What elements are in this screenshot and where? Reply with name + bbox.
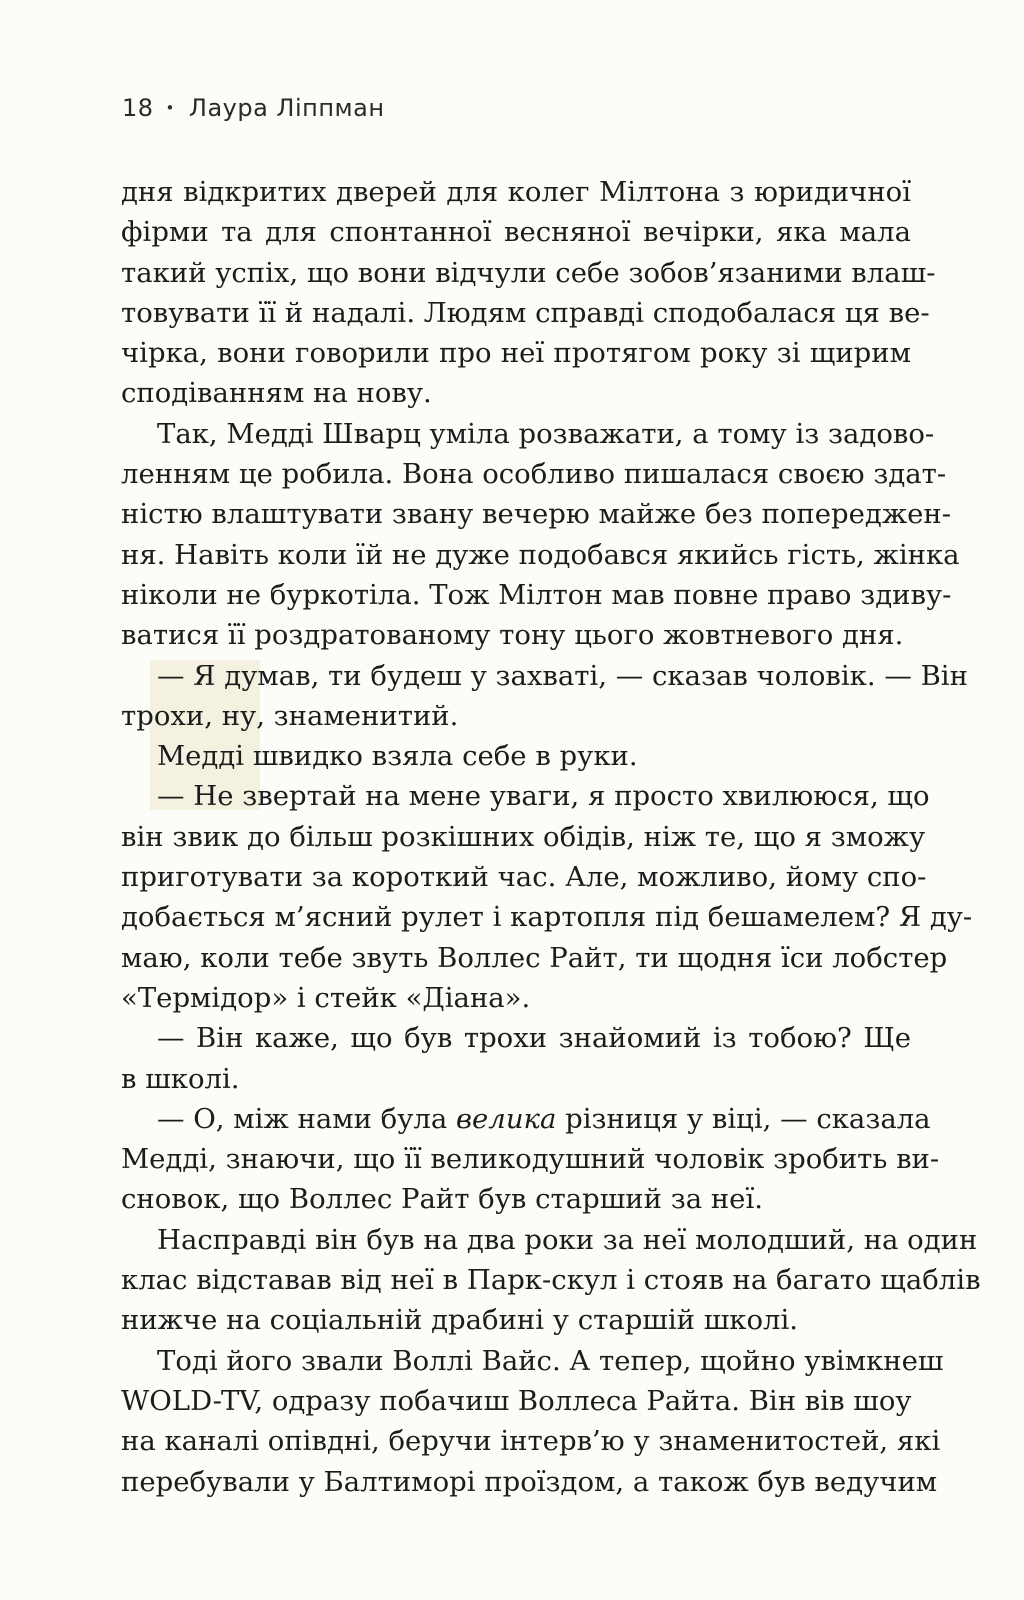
text-line: фірми та для спонтанної весняної вечірки, яка мала xyxy=(121,216,911,249)
text-line: Так, Медді Шварц уміла розважати, а тому із задово- xyxy=(157,417,935,450)
author-name: Лаура Ліппман xyxy=(188,94,385,122)
text-line: перебували у Балтиморі проїздом, а також був ведучим xyxy=(121,1465,938,1498)
text-line: він звик до більш розкішних обідів, ніж те, що я зможу xyxy=(121,820,926,853)
text-line: ватися її роздратованому тону цього жовтневого дня. xyxy=(121,619,904,652)
text-line: на каналі опівдні, беручи інтерв’ю у знаменитостей, які xyxy=(121,1425,941,1458)
text-line: ніколи не буркотіла. Тож Мілтон мав повне право здиву- xyxy=(121,578,952,611)
text-line: Медді швидко взяла себе в руки. xyxy=(157,740,638,773)
emphasis: велика xyxy=(456,1102,557,1135)
text-line: — О, між нами була велика різниця у віці, — сказала xyxy=(157,1102,931,1135)
text-line: — Я думав, ти будеш у захваті, — сказав чоловік. — Він xyxy=(157,659,968,692)
text-line: маю, коли тебе звуть Воллес Райт, ти щодня їси лобстер xyxy=(121,941,948,974)
text-line: сновок, що Воллес Райт був старший за неї. xyxy=(121,1183,763,1216)
text-line: клас відставав від неї в Парк-скул і стояв на багато щаблів xyxy=(121,1264,981,1297)
page-number: 18 xyxy=(122,94,154,122)
text-line: чірка, вони говорили про неї протягом року зі щирим xyxy=(121,337,911,370)
text-line: товувати її й надалі. Людям справді сподобалася ця ве- xyxy=(121,296,930,329)
text-line: ністю влаштувати звану вечерю майже без попереджен- xyxy=(121,498,952,531)
text-line: трохи, ну, знаменитий. xyxy=(121,699,459,732)
text-line: сподіванням на нову. xyxy=(121,377,432,410)
body-text xyxy=(121,172,981,1502)
text-line: «Термідор» і стейк «Діана». xyxy=(121,981,531,1014)
text-line: — Він каже, що був трохи знайомий із тобою? Ще xyxy=(157,1022,911,1055)
running-head xyxy=(122,94,385,122)
text-line: — Не звертай на мене уваги, я просто хвилююся, що xyxy=(157,780,930,813)
text-line: Насправді він був на два роки за неї молодший, на один xyxy=(157,1223,978,1256)
text-line: такий успіх, що вони відчули себе зобов’язаними влаш- xyxy=(121,256,936,289)
header-separator: • xyxy=(165,99,175,117)
text-line: Тоді його звали Воллі Вайс. А тепер, щойно увімкнеш xyxy=(157,1344,944,1377)
text-line: приготувати за короткий час. Але, можливо, йому спо- xyxy=(121,861,927,894)
text-line: дня відкритих дверей для колег Мілтона з юридичної xyxy=(121,176,911,208)
text-line: Медді, знаючи, що її великодушний чоловік зробить ви- xyxy=(121,1143,940,1176)
text-line: добається м’ясний рулет і картопля під бешамелем? Я ду- xyxy=(121,901,973,934)
text-line: ленням це робила. Вона особливо пишалася своєю здат- xyxy=(121,458,947,491)
text-line: ня. Навіть коли їй не дуже подобався якийсь гість, жінка xyxy=(121,538,960,571)
text-line: WOLD-TV, одразу побачиш Воллеса Райта. Він вів шоу xyxy=(121,1384,912,1417)
text-line: нижче на соціальній драбині у старшій школі. xyxy=(121,1304,799,1337)
text-line: в школі. xyxy=(121,1062,240,1095)
